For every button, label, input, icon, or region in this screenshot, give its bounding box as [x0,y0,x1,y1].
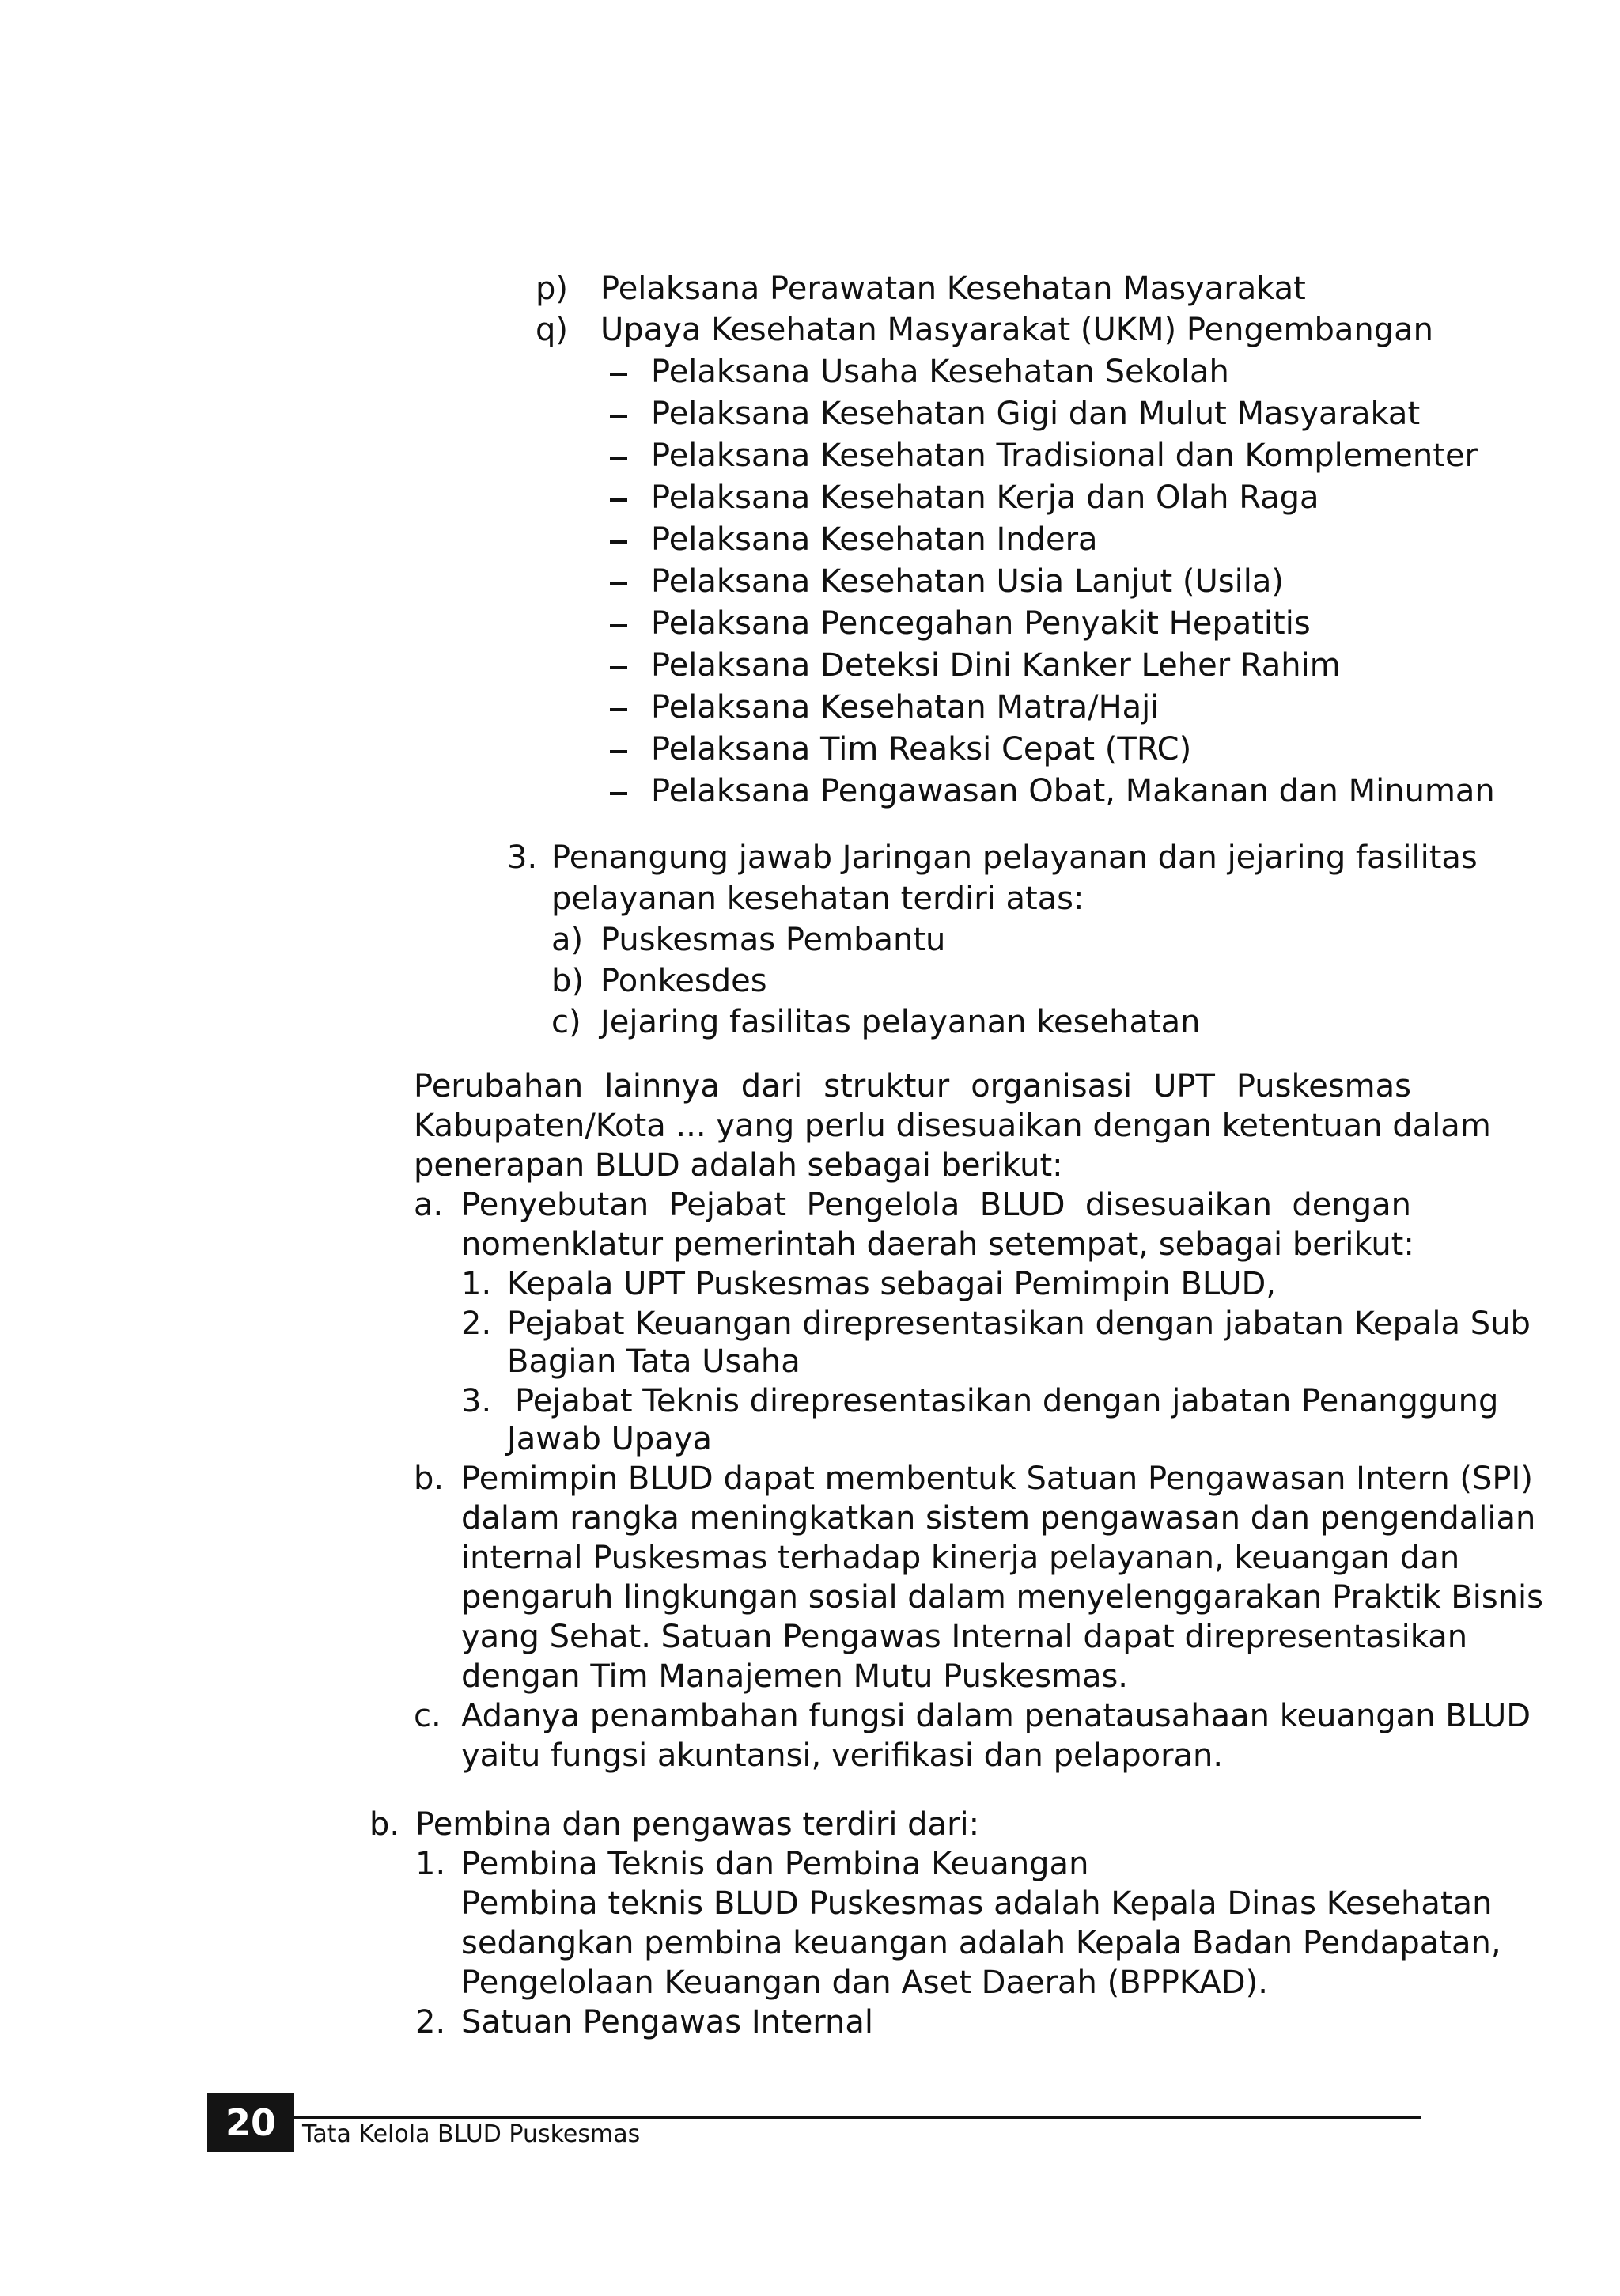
sub-list-item: Jawab Upaya [507,1421,713,1457]
item-c-text: yaitu fungsi akuntansi, verifikasi dan pelaporan. [461,1737,1224,1774]
item-b-text: Pemimpin BLUD dapat membentuk Satuan Pengawasan Intern (SPI) [461,1461,1533,1497]
dash-list-item: Pelaksana Deteksi Dini Kanker Leher Rahim [651,647,1341,684]
dash-list-item: Pelaksana Kesehatan Gigi dan Mulut Masyarakat [651,396,1421,432]
list-marker-2: 2. [415,2004,446,2040]
item3-text: Penangung jawab Jaringan pelayanan dan jejaring fasilitas [551,839,1478,876]
dash-bullet-icon [610,415,627,418]
item-b-text: internal Puskesmas terhadap kinerja pelayanan, keuangan dan [461,1540,1460,1576]
sub-list-item: Ponkesdes [600,963,767,999]
dash-bullet-icon [610,582,627,585]
item-b-text: yang Sehat. Satuan Pengawas Internal dapat direpresentasikan [461,1619,1468,1655]
dash-list-item: Pelaksana Kesehatan Usia Lanjut (Usila) [651,563,1284,600]
dash-bullet-icon [610,540,627,544]
item-c-text: Adanya penambahan fungsi dalam penatausahaan keuangan BLUD [461,1698,1531,1734]
item-b-text: dalam rangka meningkatkan sistem pengawasan dan pengendalian [461,1500,1536,1536]
list-marker-a: a) [551,922,584,958]
item-a-text: Penyebutan Pejabat Pengelola BLUD disesuaikan dengan [461,1187,1411,1223]
dash-list-item: Pelaksana Kesehatan Matra/Haji [651,689,1160,726]
list-marker-b: b. [369,1806,400,1843]
dash-bullet-icon [610,708,627,711]
dash-bullet-icon [610,624,627,627]
paragraph-line: penerapan BLUD adalah sebagai berikut: [414,1147,1063,1184]
list-marker-b: b. [414,1461,445,1497]
paragraph-line: Perubahan lainnya dari struktur organisasi UPT Puskesmas [414,1068,1411,1104]
list-marker-3: 3. [507,839,538,876]
subsection-text: sedangkan pembina keuangan adalah Kepala Badan Pendapatan, [461,1925,1501,1961]
list-marker-2: 2. [461,1305,492,1342]
list-marker-1: 1. [415,1846,446,1882]
section-title: Pembina dan pengawas terdiri dari: [415,1806,980,1843]
dash-bullet-icon [610,457,627,460]
sub-list-item: Pejabat Teknis direpresentasikan dengan jabatan Penanggung [515,1383,1499,1419]
list-marker-q: q) [536,312,568,348]
dash-list-item: Pelaksana Usaha Kesehatan Sekolah [651,354,1229,390]
list-item-p: Pelaksana Perawatan Kesehatan Masyarakat [600,271,1306,307]
list-marker-a: a. [414,1187,444,1223]
sub-list-item: Jejaring fasilitas pelayanan kesehatan [600,1004,1201,1040]
subsection-text: Pengelolaan Keuangan dan Aset Daerah (BPPKAD). [461,1964,1268,2001]
dash-bullet-icon [610,373,627,376]
dash-bullet-icon [610,792,627,795]
sub-list-item: Bagian Tata Usaha [507,1343,801,1380]
list-marker-p: p) [536,271,568,307]
dash-bullet-icon [610,750,627,753]
dash-bullet-icon [610,666,627,669]
list-marker-b: b) [551,963,584,999]
sub-list-item: Pejabat Keuangan direpresentasikan dengan jabatan Kepala Sub [507,1305,1531,1342]
subsection-title: Pembina Teknis dan Pembina Keuangan [461,1846,1089,1882]
item-b-text: pengaruh lingkungan sosial dalam menyelenggarakan Praktik Bisnis [461,1579,1543,1616]
dash-list-item: Pelaksana Kesehatan Tradisional dan Komplementer [651,438,1478,474]
list-marker-c: c. [414,1698,441,1734]
dash-bullet-icon [610,498,627,502]
sub-list-item: Puskesmas Pembantu [600,922,946,958]
dash-list-item: Pelaksana Kesehatan Kerja dan Olah Raga [651,479,1319,516]
list-marker-3: 3. [461,1383,492,1419]
paragraph-line: Kabupaten/Kota ... yang perlu disesuaikan dengan ketentuan dalam [414,1108,1491,1144]
page-number: 20 [207,2093,294,2152]
subsection-title: Satuan Pengawas Internal [461,2004,874,2040]
dash-list-item: Pelaksana Pencegahan Penyakit Hepatitis [651,605,1311,642]
subsection-text: Pembina teknis BLUD Puskesmas adalah Kepala Dinas Kesehatan [461,1885,1493,1922]
dash-list-item: Pelaksana Kesehatan Indera [651,521,1098,558]
dash-list-item: Pelaksana Tim Reaksi Cepat (TRC) [651,731,1192,767]
footer-title: Tata Kelola BLUD Puskesmas [302,2120,641,2148]
item3-text: pelayanan kesehatan terdiri atas: [551,881,1084,917]
list-item-q: Upaya Kesehatan Masyarakat (UKM) Pengembangan [600,312,1433,348]
item-b-text: dengan Tim Manajemen Mutu Puskesmas. [461,1658,1129,1695]
list-marker-1: 1. [461,1266,492,1302]
item-a-text: nomenklatur pemerintah daerah setempat, sebagai berikut: [461,1226,1414,1263]
sub-list-item: Kepala UPT Puskesmas sebagai Pemimpin BLUD, [507,1266,1276,1302]
list-marker-c: c) [551,1004,581,1040]
dash-list-item: Pelaksana Pengawasan Obat, Makanan dan Minuman [651,773,1495,809]
